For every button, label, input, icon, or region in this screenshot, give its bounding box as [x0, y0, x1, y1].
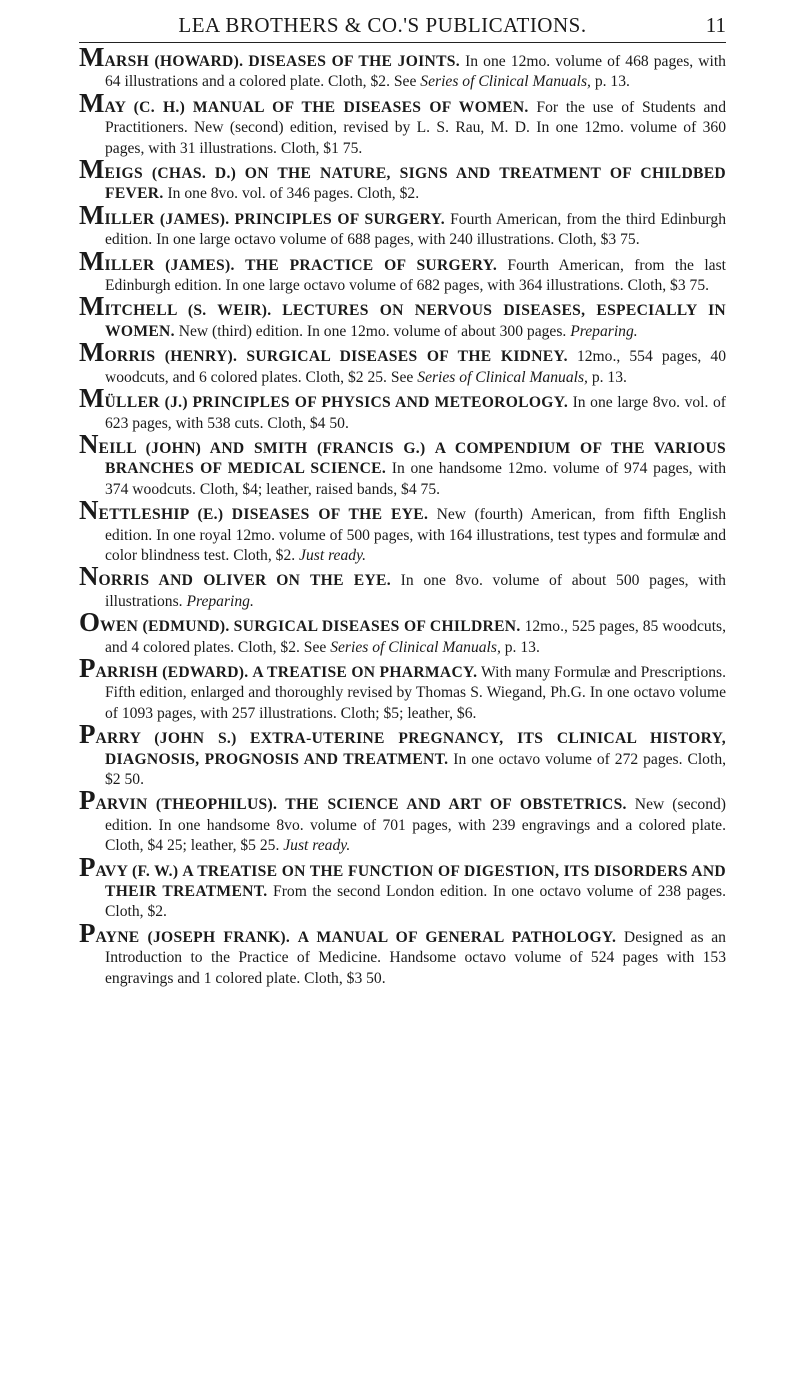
entry-initial: P — [79, 719, 96, 750]
entry-title: EXTRA-UTERINE PREGNANCY, ITS CLINICAL HISTORY, DIAGNOSIS, PROGNOSIS AND TREATMENT. — [105, 730, 726, 768]
entry-description: In one large 8vo. vol. of 623 pages, with 538 cuts. Cloth, $4 50. — [105, 394, 726, 432]
entry-description: 12mo., 525 pages, 85 woodcuts, and 4 colored plates. Cloth, $2. See — [105, 618, 726, 656]
entry-title: THE SCIENCE AND ART OF OBSTETRICS. — [285, 796, 627, 814]
entry-title: A TREATISE ON THE FUNCTION OF DIGESTION, ITS DISORDERS AND THEIR TREATMENT. — [105, 862, 726, 901]
entry-author: ETTLESHIP (E.) — [98, 506, 224, 524]
catalog-entry — [79, 652, 727, 724]
page-header — [79, 0, 726, 43]
entry-description: In one octavo volume of 272 pages. Cloth, $2 50. — [105, 750, 727, 788]
catalog-entry — [79, 607, 726, 658]
catalog-entry — [79, 291, 726, 342]
entry-page-ref: p. 13. — [590, 73, 630, 91]
entry-description: In one 12mo. volume of 468 pages, with 64 illustrations and a colored plate. Cloth, $2. See — [105, 53, 726, 91]
entry-series-note: Just ready. — [283, 837, 351, 855]
entry-description: In one handsome 12mo. volume of 974 pages, with 374 woodcuts. Cloth, $4; leather, raised bands, $4 75. — [105, 460, 726, 498]
entry-author: ORRIS (HENRY). — [104, 348, 238, 366]
entry-description: With many Formulæ and Prescriptions. Fifth edition, enlarged and thoroughly revised by Thomas S. Wiegand, Ph.G. In one octavo volume of 1093 pages, with 257 illustrations. Cloth; $5; leather, $6. — [105, 663, 727, 722]
catalog-entry — [79, 785, 726, 856]
catalog-entry — [79, 917, 726, 989]
entry-title: PRINCIPLES OF SURGERY. — [234, 210, 446, 228]
entry-initial: M — [79, 245, 105, 276]
entry-description: In one 8vo. vol. of 346 pages. Cloth, $2. — [163, 185, 420, 203]
entry-initial: M — [79, 383, 105, 414]
catalog-entry — [79, 495, 727, 566]
entry-initial: P — [79, 785, 96, 816]
entry-title: SURGICAL DISEASES OF THE KIDNEY. — [246, 348, 568, 366]
running-head: LEA BROTHERS & CO.'S PUBLICATIONS. — [178, 13, 587, 37]
entry-description: Designed as an Introduction to the Practice of Medicine. Handsome octavo volume of 524 pages with 153 engravings and 1 colored plate. Cloth, $3 50. — [105, 928, 726, 987]
entry-description: From the second London edition. In one octavo volume of 238 pages. Cloth, $2. — [105, 883, 726, 921]
entry-initial: O — [79, 607, 101, 638]
entry-title: SURGICAL DISEASES OF CHILDREN. — [233, 618, 521, 636]
catalog-entry — [79, 154, 726, 205]
entry-initial: P — [79, 652, 96, 683]
page-number: 11 — [705, 13, 726, 37]
entry-page-ref: p. 13. — [587, 368, 627, 386]
entry-author: AYNE (JOSEPH FRANK). — [95, 928, 291, 946]
entry-description: New (third) edition. In one 12mo. volume of about 300 pages. — [174, 322, 571, 340]
entry-initial: N — [79, 428, 99, 459]
entry-title: DISEASES OF THE EYE. — [231, 506, 429, 524]
entry-title: MANUAL OF THE DISEASES OF WOMEN. — [192, 98, 529, 116]
entry-author: ITCHELL (S. WEIR). — [104, 302, 272, 320]
catalog-entry — [79, 87, 726, 159]
entry-author: ARVIN (THEOPHILUS). — [95, 796, 278, 814]
entry-description: New (second) edition. In one handsome 8vo. volume of 701 pages, with 239 engravings and a colored plate. Cloth, $4 25; leather, $5 25. — [105, 796, 726, 855]
entry-author: ARSH (HOWARD). — [104, 53, 244, 70]
entry-author: EILL (JOHN) AND SMITH (FRANCIS G.) — [98, 439, 426, 457]
entry-series-note: Just ready. — [299, 546, 367, 564]
entry-title: A COMPENDIUM OF THE VARIOUS BRANCHES OF MEDICAL SCIENCE. — [105, 439, 726, 478]
entry-author: EIGS (CHAS. D.) — [104, 165, 237, 183]
entry-series-note: Preparing. — [186, 592, 254, 610]
entry-author: AVY (F. W.) — [95, 862, 179, 880]
entry-title: DISEASES OF THE JOINTS. — [248, 53, 460, 70]
catalog-entries — [79, 42, 727, 989]
catalog-entry — [79, 719, 727, 790]
entry-initial: M — [79, 291, 105, 322]
entry-title: PRINCIPLES OF PHYSICS AND METEOROLOGY. — [192, 394, 569, 412]
entry-initial: M — [79, 154, 105, 185]
entry-description: New (fourth) American, from fifth English edition. In one royal 12mo. volume of 500 pages, with 164 illustrations, test types and formulæ and color blindness test. Cloth, $2. — [105, 506, 727, 564]
catalog-entry — [79, 851, 726, 923]
catalog-entry — [79, 42, 726, 93]
entry-series-note: Series of Clinical Manuals, — [417, 368, 588, 386]
entry-series-note: Series of Clinical Manuals, — [330, 638, 501, 656]
entry-initial: M — [79, 87, 105, 118]
entry-title: LECTURES ON NERVOUS DISEASES, ESPECIALLY IN WOMEN. — [105, 302, 726, 340]
entry-series-note: Series of Clinical Manuals, — [420, 73, 591, 91]
catalog-entry — [79, 245, 726, 297]
entry-title: A MANUAL OF GENERAL PATHOLOGY. — [297, 928, 617, 946]
entry-initial: P — [79, 917, 96, 948]
entry-title: ON THE EYE. — [276, 572, 391, 590]
entry-title: A TREATISE ON PHARMACY. — [252, 663, 478, 681]
catalog-entry — [79, 199, 727, 251]
entry-description: In one 8vo. volume of about 500 pages, with illustrations. — [105, 572, 726, 610]
entry-title: THE PRACTICE OF SURGERY. — [245, 256, 498, 274]
entry-description: Fourth American, from the third Edinburgh edition. In one large octavo volume of 688 pages, with 240 illustrations. Cloth, $3 75. — [105, 210, 727, 249]
entry-author: ÜLLER (J.) — [104, 394, 188, 412]
entry-initial: N — [79, 561, 99, 592]
entry-author: WEN (EDMUND). — [100, 618, 230, 636]
catalog-entry — [79, 383, 726, 434]
entry-author: ORRIS AND OLIVER — [98, 572, 267, 590]
entry-initial: M — [79, 199, 105, 230]
entry-description: Fourth American, from the last Edinburgh edition. In one large octavo volume of 682 pages, with 364 illustrations. Cloth, $3 75. — [105, 256, 726, 295]
entry-initial: M — [79, 337, 105, 368]
entry-author: ARRISH (EDWARD). — [95, 663, 249, 681]
catalog-entry — [79, 428, 726, 500]
entry-page-ref: p. 13. — [500, 638, 540, 656]
catalog-entry — [79, 337, 726, 388]
entry-author: ILLER (JAMES). — [104, 256, 235, 274]
entry-title: ON THE NATURE, SIGNS AND TREATMENT OF CHILDBED FEVER. — [105, 165, 726, 203]
entry-initial: M — [79, 42, 105, 72]
entry-initial: N — [79, 495, 99, 526]
entry-initial: P — [79, 851, 96, 882]
entry-author: ARRY (JOHN S.) — [95, 730, 237, 748]
entry-description: For the use of Students and Practitioners. New (second) edition, revised by L. S. Rau, M. D. In one 12mo. volume of 360 pages, with 31 illustrations. Cloth, $1 75. — [105, 98, 726, 157]
entry-author: AY (C. H.) — [104, 98, 186, 116]
catalog-entry — [79, 561, 726, 612]
entry-author: ILLER (JAMES). — [104, 210, 230, 228]
entry-description: 12mo., 554 pages, 40 woodcuts, and 6 colored plates. Cloth, $2 25. See — [105, 348, 726, 386]
entry-series-note: Preparing. — [570, 322, 638, 340]
